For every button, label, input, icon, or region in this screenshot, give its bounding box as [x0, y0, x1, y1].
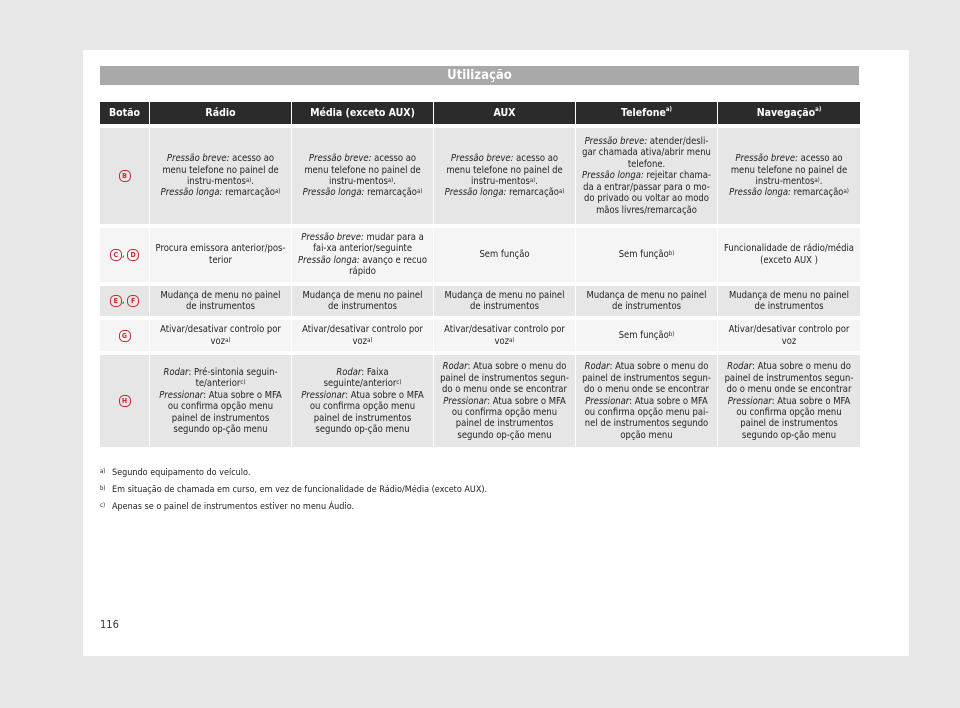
function-cell — [433, 224, 575, 282]
col-header-telefone — [575, 102, 717, 124]
function-line — [297, 367, 428, 390]
function-cell — [291, 316, 433, 351]
function-text: Sem função — [618, 330, 669, 342]
footnote-ref: a) — [225, 336, 231, 344]
function-text: : Pré-sintonia seguin-te/anterior — [188, 367, 278, 390]
key-b-icon: B — [119, 170, 131, 182]
function-line — [723, 187, 855, 198]
col-header-label: AUX — [493, 107, 516, 119]
function-cell — [291, 282, 433, 317]
function-text: Sem função — [618, 249, 669, 261]
function-line — [439, 249, 570, 260]
function-line — [155, 367, 286, 390]
function-line — [297, 390, 428, 436]
function-line — [581, 170, 712, 216]
function-cell — [149, 282, 291, 317]
action-label: Pressão longa: — [444, 187, 507, 199]
function-text: : Atua sobre o menu do painel de instrumentos segun-do o menu onde se encontrar — [724, 361, 854, 396]
function-cell — [575, 316, 717, 351]
footnote-ref: a) — [814, 177, 820, 184]
function-line — [723, 324, 855, 347]
function-line — [155, 290, 286, 313]
function-text: remarcação — [364, 187, 417, 199]
col-header-aux — [433, 102, 575, 124]
key-separator: , — [121, 295, 128, 307]
action-label: Rodar — [442, 361, 468, 373]
function-line — [581, 361, 712, 395]
function-cell — [149, 351, 291, 447]
function-line — [723, 396, 855, 442]
col-header-label: Rádio — [205, 107, 236, 119]
function-line — [581, 290, 712, 313]
function-cell — [291, 124, 433, 224]
action-label: Pressionar — [585, 395, 630, 407]
button-function-table — [100, 102, 860, 447]
function-cell — [149, 316, 291, 351]
page-number: 116 — [100, 618, 119, 631]
function-text: Mudança de menu no painel de instrumentos — [586, 289, 707, 313]
function-line — [581, 396, 712, 442]
action-label: Pressionar — [443, 395, 488, 407]
footnote-ref: a) — [274, 188, 281, 196]
function-text: : Atua sobre o menu do painel de instrumentos segun-do o menu onde se encontrar — [440, 361, 569, 396]
action-label: Pressão breve: — [301, 232, 364, 243]
action-label: Pressionar — [301, 389, 346, 401]
button-key-cell — [100, 316, 149, 351]
function-cell — [433, 282, 575, 317]
section-title-bar — [100, 66, 859, 85]
function-cell — [717, 282, 860, 317]
footnote-ref: a) — [558, 188, 565, 196]
function-line — [155, 153, 286, 187]
function-text: Procura emissora anterior/pos-terior — [155, 243, 286, 266]
function-line — [439, 290, 570, 313]
function-cell — [433, 351, 575, 447]
function-cell — [149, 124, 291, 224]
footnote-ref: a) — [815, 106, 822, 113]
action-label: Pressão longa: — [160, 187, 223, 199]
footnote-ref: b) — [668, 250, 675, 258]
button-key-cell — [100, 282, 149, 317]
function-text: Ativar/desativar controlo por voz — [444, 324, 565, 347]
function-line — [723, 153, 855, 187]
key-f-icon: F — [127, 295, 139, 307]
footnote-text: Segundo equipamento do veículo. — [112, 468, 251, 478]
table-row — [100, 316, 860, 351]
action-label: Pressão longa: — [729, 187, 791, 199]
function-text: acesso ao menu telefone no painel de instru-mentos — [162, 153, 279, 187]
action-label: Pressão breve: — [735, 153, 798, 165]
function-text: : Atua sobre o menu do painel de instrumentos segun-do o menu onde se encontrar — [582, 361, 711, 396]
function-line — [297, 255, 428, 278]
function-cell — [575, 224, 717, 282]
function-text: Sem função — [479, 249, 530, 261]
action-label: Pressão breve: — [450, 153, 514, 165]
function-cell — [575, 351, 717, 447]
col-header-radio — [149, 102, 291, 124]
button-key-cell — [100, 224, 149, 282]
col-header-botao — [100, 102, 149, 124]
action-label: Rodar — [336, 367, 362, 379]
function-line — [439, 187, 570, 198]
function-text: mudar para a fai-xa anterior/seguinte — [312, 232, 424, 255]
footnote-ref: a) — [665, 106, 672, 113]
function-text: rejeitar chama-da a entrar/passar para o mo-do privado ou voltar ao modo mãos livres/remarcação — [583, 170, 711, 216]
action-label: Pressão breve: — [166, 153, 230, 165]
function-cell — [149, 224, 291, 282]
function-line — [155, 324, 286, 347]
table-header-row — [100, 102, 860, 124]
footnote-mark: a) — [100, 468, 106, 475]
key-g-icon: G — [119, 330, 131, 342]
footnote-text: Em situação de chamada em curso, em vez de funcionalidade de Rádio/Média (exceto AUX). — [112, 485, 488, 495]
function-line — [581, 249, 712, 260]
function-text: Mudança de menu no painel de instrumentos — [302, 289, 423, 313]
function-line — [723, 290, 855, 313]
function-line — [723, 361, 855, 395]
footnote-ref: a) — [416, 188, 423, 196]
function-line — [155, 243, 286, 266]
footnote-ref: c) — [396, 379, 402, 387]
footnote-mark: c) — [100, 502, 106, 509]
function-text: : Faixa seguinte/anterior — [323, 367, 397, 390]
key-separator: , — [121, 248, 128, 260]
action-label: Rodar — [584, 361, 610, 373]
key-d-icon: D — [127, 249, 139, 261]
key-c-icon: C — [110, 249, 122, 261]
function-cell — [575, 282, 717, 317]
function-cell — [717, 124, 860, 224]
function-cell — [433, 316, 575, 351]
function-line — [581, 330, 712, 341]
function-cell — [291, 224, 433, 282]
function-line — [439, 361, 570, 395]
button-key-cell — [100, 124, 149, 224]
footnote-ref: c) — [240, 379, 246, 387]
function-cell — [575, 124, 717, 224]
function-line — [439, 324, 570, 347]
table-row — [100, 224, 860, 282]
footnote-ref: a) — [367, 336, 373, 344]
function-cell — [717, 224, 860, 282]
footnote-ref: a) — [245, 177, 252, 184]
function-text: : Atua sobre o MFA ou confirma opção menu pai-nel de instrumentos segundo opção menu — [584, 395, 709, 441]
function-line — [297, 153, 428, 187]
function-line — [155, 390, 286, 436]
footnote-ref: a) — [387, 177, 394, 184]
col-header-label: Botão — [108, 107, 141, 119]
table-row — [100, 124, 860, 224]
footnote-ref: b) — [668, 331, 675, 339]
footnote-ref: a) — [843, 188, 849, 196]
footnote-ref: a) — [529, 177, 536, 184]
col-header-label: Navegação — [756, 107, 816, 119]
function-text: remarcação — [222, 187, 275, 199]
function-text: : Atua sobre o MFA ou confirma opção menu painel de instrumentos segundo op-ção menu — [309, 389, 424, 436]
function-text: Mudança de menu no painel de instrumentos — [160, 289, 281, 313]
col-header-navegacao — [717, 102, 860, 124]
action-label: Pressão longa: — [297, 254, 360, 266]
action-label: Pressão longa: — [582, 170, 644, 182]
function-line — [581, 136, 712, 170]
function-cell — [433, 124, 575, 224]
function-text: . — [535, 176, 538, 187]
action-label: Pressão breve: — [584, 136, 648, 148]
action-label: Pressão breve: — [308, 153, 372, 165]
col-header-media — [291, 102, 433, 124]
action-label: Pressão longa: — [302, 187, 365, 199]
function-text: . — [393, 176, 396, 187]
function-text: Funcionalidade de rádio/média (exceto AUX ) — [724, 243, 854, 266]
function-cell — [717, 351, 860, 447]
key-h-icon: H — [119, 395, 131, 407]
footnote-text: Apenas se o painel de instrumentos estiver no menu Áudio. — [112, 502, 355, 512]
function-text: remarcação — [506, 187, 559, 199]
function-text: acesso ao menu telefone no painel de instru-mentos — [304, 153, 421, 187]
function-text: . — [251, 176, 254, 187]
function-text: Mudança de menu no painel de instrumentos — [729, 289, 849, 313]
col-header-label: Média (exceto AUX) — [310, 107, 415, 119]
table-row — [100, 351, 860, 447]
function-text: Mudança de menu no painel de instrumentos — [444, 289, 565, 313]
footnote-mark: b) — [100, 485, 106, 492]
function-text: : Atua sobre o MFA ou confirma opção menu painel de instrumentos segundo op-ção menu — [167, 389, 282, 436]
action-label: Rodar — [727, 361, 753, 373]
function-cell — [291, 351, 433, 447]
function-text: acesso ao menu telefone no painel de instru-mentos — [446, 153, 563, 187]
function-line — [439, 153, 570, 187]
button-key-cell — [100, 351, 149, 447]
function-text: : Atua sobre o MFA ou confirma opção menu painel de instrumentos segundo op-ção menu — [451, 395, 566, 441]
function-text: remarcação — [790, 187, 844, 199]
section-title: Utilização — [447, 68, 512, 83]
function-text: Ativar/desativar controlo por voz — [302, 324, 423, 347]
action-label: Pressionar — [159, 389, 204, 401]
function-line — [297, 324, 428, 347]
function-text: : Atua sobre o MFA ou confirma opção menu painel de instrumentos segundo op-ção menu — [736, 395, 851, 441]
action-label: Pressionar — [727, 395, 772, 407]
function-text: . — [819, 176, 823, 187]
function-text: Ativar/desativar controlo por voz — [728, 324, 850, 347]
action-label: Rodar — [163, 367, 189, 379]
function-line — [297, 290, 428, 313]
function-line — [723, 243, 855, 266]
function-text: atender/desli-gar chamada ativa/abrir menu telefone. — [582, 136, 711, 170]
function-line — [297, 232, 428, 255]
function-text: Ativar/desativar controlo por voz — [160, 324, 281, 347]
key-e-icon: E — [110, 295, 122, 307]
table-row — [100, 282, 860, 317]
function-line — [439, 396, 570, 442]
function-line — [297, 187, 428, 198]
footnote-ref: a) — [509, 336, 515, 344]
col-header-label: Telefone — [621, 107, 666, 119]
function-line — [155, 187, 286, 198]
function-text: avanço e recuo rápido — [349, 254, 428, 278]
function-text: acesso ao menu telefone no painel de instru-mentos — [730, 153, 848, 187]
function-cell — [717, 316, 860, 351]
